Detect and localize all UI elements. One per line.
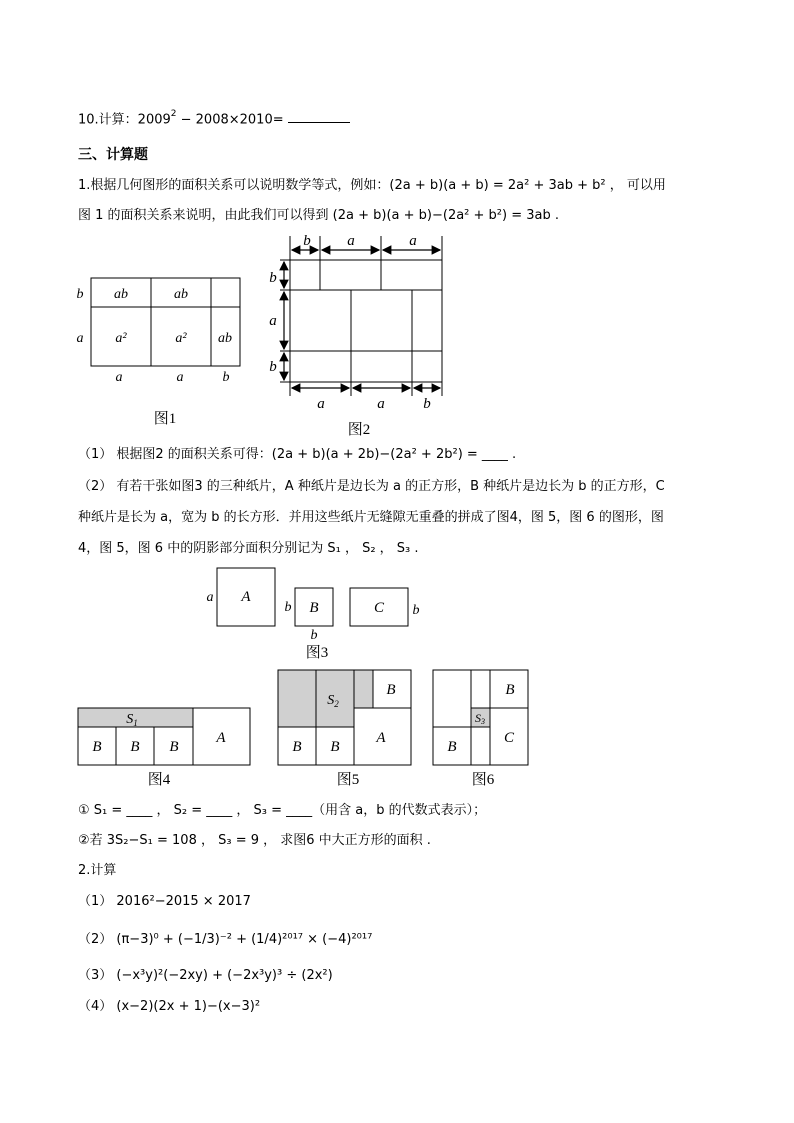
question-10: [78, 107, 350, 129]
sub-question-2-line1: （2） 有若干张如图3 的三种纸片，A 种纸片是边长为 a 的正方形，B 种纸片是边长为 b 的正方形，C: [78, 479, 665, 494]
sub-question-2-line3: 4，图 5，图 6 中的阴影部分面积分别记为 S₁ ， S₂ ， S₃ .: [78, 541, 419, 556]
circle-question-1: ① S₁ = ____ ， S₂ = ____ ， S₃ = ____（用含 a，b 的代数式表示）；: [78, 803, 487, 818]
fig2-top-a1: a: [347, 233, 355, 249]
fig1-bottom-a1: a: [115, 370, 123, 385]
fig6-cell-C: C: [503, 730, 515, 746]
fig6-cell-B2: B: [505, 682, 515, 698]
q10-answer-blank: [288, 122, 350, 123]
fig6-cell-B1: B: [447, 739, 457, 755]
fig4-cell-B2: B: [130, 739, 140, 755]
fig2-bottom-b: b: [423, 396, 431, 412]
fig1-left-a: a: [76, 331, 84, 346]
fig2-top-a2: a: [409, 233, 417, 249]
fig4-label-S1: $S_1$: [126, 712, 138, 728]
fig3-card-C: C: [373, 600, 385, 616]
fig6-caption: 图6: [471, 772, 495, 788]
fig4-cell-B1: B: [92, 739, 102, 755]
q10-prefix: 10.计算：2009: [78, 112, 171, 128]
fig1-cell-ab-3: ab: [218, 331, 232, 346]
fig2-left-b1: b: [269, 270, 277, 286]
fig5-cell-B3: B: [386, 682, 396, 698]
fig1-bottom-b: b: [222, 370, 230, 385]
fig2-left-b2: b: [269, 359, 277, 375]
fig2-top-b: b: [303, 233, 311, 249]
sub-question-2-line2: 种纸片是长为 a，宽为 b 的长方形．并用这些纸片无缝隙无重叠的拼成了图4，图 5，图 6 的图形，图: [78, 510, 664, 525]
fig5-shaded-extra: [354, 670, 373, 708]
fig5-caption: 图5: [336, 772, 360, 788]
fig1-left-b: b: [76, 287, 84, 302]
q10-exponent: 2: [170, 109, 177, 119]
fig3-label-b-bottom: b: [310, 628, 318, 643]
fig1-cell-ab-1: ab: [114, 287, 128, 302]
fig5-cell-A: A: [376, 730, 386, 746]
sub-question-1: （1） 根据图2 的面积关系可得：(2a + b)(a + 2b)−(2a² + 2b²) = ____ .: [78, 447, 517, 462]
fig2-caption: 图2: [347, 422, 371, 438]
fig1-cell-a2-2: a²: [175, 331, 187, 346]
figure-1: [70, 270, 250, 430]
fig2-bottom-a1: a: [317, 396, 325, 412]
figure-3: [200, 565, 430, 665]
problem2-item-4: （4） (x−2)(2x + 1)−(x−3)²: [78, 999, 261, 1014]
fig2-left-a: a: [269, 313, 277, 329]
fig3-label-b-left: b: [284, 600, 292, 615]
fig1-bottom-a2: a: [176, 370, 184, 385]
q10-rest: − 2008×2010=: [176, 112, 284, 128]
fig1-cell-a2-1: a²: [115, 331, 127, 346]
fig4-caption: 图4: [147, 772, 171, 788]
figure-4: [70, 700, 260, 790]
fig6-label-S3: S3: [475, 711, 485, 726]
fig5-cell-B1: B: [292, 739, 302, 755]
problem2-item-3: （3） (−x³y)²(−2xy) + (−2x³y)³ ÷ (2x²): [78, 968, 333, 983]
fig1-caption: 图1: [153, 411, 177, 427]
circle-question-2: ②若 3S₂−S₁ = 108 ， S₃ = 9 ， 求图6 中大正方形的面积 .: [78, 833, 431, 848]
problem2-title: 2.计算: [78, 863, 117, 878]
fig4-cell-B3: B: [169, 739, 179, 755]
problem1-intro-line1: 1.根据几何图形的面积关系可以说明数学等式，例如：(2a + b)(a + b) = 2a² + 3ab + b² ， 可以用: [78, 178, 666, 193]
problem1-intro-line2: 图 1 的面积关系来说明，由此我们可以得到 (2a + b)(a + b)−(2a² + b²) = 3ab .: [78, 208, 559, 223]
problem2-item-1: （1） 2016²−2015 × 2017: [78, 894, 251, 909]
fig3-label-b-right: b: [412, 603, 420, 618]
fig5-cell-B2: B: [330, 739, 340, 755]
fig3-caption: 图3: [305, 645, 329, 661]
fig5-label-S2: $S_2$: [327, 693, 339, 709]
figure-2: [262, 228, 462, 438]
fig3-card-A: A: [241, 589, 251, 605]
figure-6: [425, 662, 545, 790]
figure-5: [270, 662, 420, 790]
fig3-card-B: B: [309, 600, 319, 616]
fig3-label-a: a: [206, 590, 214, 605]
problem2-item-2: （2） (π−3)⁰ + (−1/3)⁻² + (1/4)²⁰¹⁷ × (−4)²⁰¹⁷: [78, 932, 373, 947]
section-title: 三、计算题: [78, 147, 148, 163]
fig2-bottom-a2: a: [377, 396, 385, 412]
fig1-cell-ab-2: ab: [174, 287, 188, 302]
fig4-cell-A: A: [216, 730, 226, 746]
